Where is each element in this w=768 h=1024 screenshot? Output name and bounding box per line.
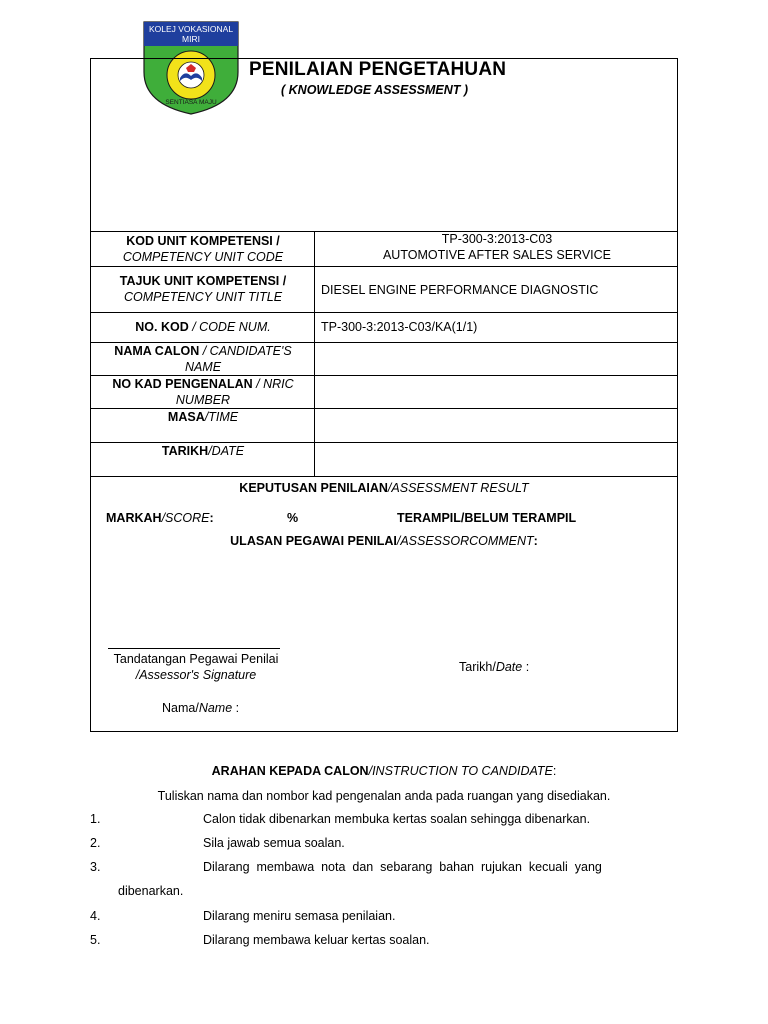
instruction-text: Sila jawab semua soalan. bbox=[203, 836, 345, 850]
candidate-name-field[interactable] bbox=[316, 343, 678, 375]
unit-code-label: KOD UNIT KOMPETENSI / COMPETENCY UNIT CODE bbox=[122, 234, 284, 264]
instruction-text: Calon tidak dibenarkan membuka kertas soalan sehingga dibenarkan. bbox=[203, 812, 591, 826]
candidate-name-label: NAMA CALON / CANDIDATE'S NAME bbox=[114, 344, 292, 374]
instruction-number: 1. bbox=[90, 812, 101, 826]
assessor-date-label: Tarikh/Date : bbox=[459, 660, 530, 674]
table-divider bbox=[90, 266, 678, 267]
instruction-number: 3. bbox=[90, 860, 101, 874]
code-num-label: NO. KOD / CODE NUM. bbox=[135, 320, 271, 334]
table-divider bbox=[90, 312, 678, 313]
result-heading: KEPUTUSAN PENILAIAN/ASSESSMENT RESULT bbox=[239, 481, 529, 495]
unit-title-value: DIESEL ENGINE PERFORMANCE DIAGNOSTIC bbox=[321, 283, 599, 297]
instruction-text: Dilarang meniru semasa penilaian. bbox=[203, 909, 396, 923]
table-column-divider bbox=[314, 231, 315, 476]
instruction-text-continuation: dibenarkan. bbox=[118, 884, 184, 898]
svg-text:KOLEJ VOKASIONAL: KOLEJ VOKASIONAL bbox=[148, 24, 234, 34]
signature-line bbox=[108, 648, 280, 649]
instruction-number: 2. bbox=[90, 836, 101, 850]
instruction-number: 5. bbox=[90, 933, 101, 947]
instruction-text: Dilarang membawa keluar kertas soalan. bbox=[203, 933, 430, 947]
table-divider bbox=[90, 476, 678, 477]
page-title: PENILAIAN PENGETAHUAN bbox=[249, 59, 507, 80]
score-percent: % bbox=[287, 511, 299, 525]
unit-code-value: TP-300-3:2013-C03 AUTOMOTIVE AFTER SALES SERVICE bbox=[382, 232, 612, 262]
instructions-heading: ARAHAN KEPADA CALON/INSTRUCTION TO CANDIDATE: bbox=[211, 764, 557, 778]
page-subtitle: ( KNOWLEDGE ASSESSMENT ) bbox=[281, 83, 469, 97]
code-num-value: TP-300-3:2013-C03/KA(1/1) bbox=[321, 320, 478, 334]
date-field[interactable] bbox=[316, 443, 678, 476]
time-label: MASA/TIME bbox=[167, 410, 239, 424]
nric-label: NO KAD PENGENALAN / NRIC NUMBER bbox=[112, 377, 294, 407]
instruction-number: 4. bbox=[90, 909, 101, 923]
unit-title-label: TAJUK UNIT KOMPETENSI / COMPETENCY UNIT TITLE bbox=[119, 274, 287, 304]
pass-fail-label: TERAMPIL/BELUM TERAMPIL bbox=[397, 511, 577, 525]
svg-text:MIRI: MIRI bbox=[182, 34, 200, 44]
date-label: TARIKH/DATE bbox=[161, 444, 245, 458]
assessor-comment-heading: ULASAN PEGAWAI PENILAI/ASSESSORCOMMENT: bbox=[230, 534, 538, 548]
time-field[interactable] bbox=[316, 409, 678, 442]
score-label: MARKAH/SCORE: bbox=[106, 511, 214, 525]
svg-text:SENTIASA MAJU: SENTIASA MAJU bbox=[165, 99, 217, 106]
nric-field[interactable] bbox=[316, 376, 678, 408]
signature-label: Tandatangan Pegawai Penilai /Assessor's Signature bbox=[113, 652, 279, 682]
instruction-text: Dilarang membawa nota dan sebarang bahan rujukan kecuali yang bbox=[203, 860, 602, 874]
assessor-name-label: Nama/Name : bbox=[162, 701, 240, 715]
instructions-intro: Tuliskan nama dan nombor kad pengenalan anda pada ruangan yang disediakan. bbox=[157, 789, 611, 803]
